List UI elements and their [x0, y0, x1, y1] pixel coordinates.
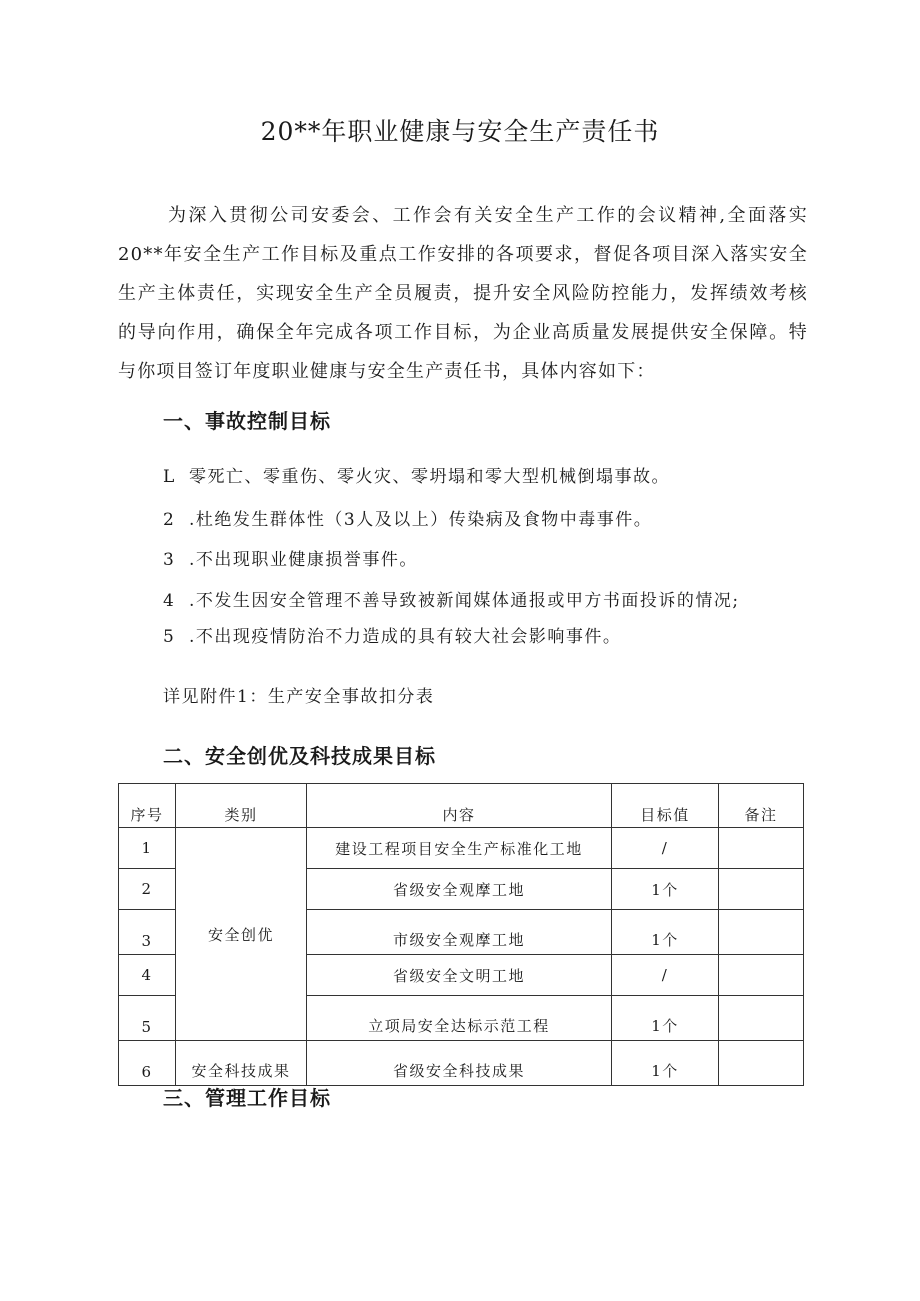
goal-item [163, 462, 670, 487]
header-serial: 序号 [119, 784, 176, 828]
header-remark: 备注 [719, 784, 804, 828]
cell-target: / [612, 828, 719, 869]
cell-category-safety: 安全创优 [176, 828, 307, 1041]
table-header-row [119, 784, 804, 828]
table-row [119, 828, 804, 869]
section-heading-management: 三、管理工作目标 [163, 1086, 331, 1110]
goal-text: .杜绝发生群体性（3人及以上）传染病及食物中毒事件。 [189, 510, 653, 530]
cell-content: 省级安全文明工地 [307, 955, 612, 996]
cell-remark [719, 955, 804, 996]
goal-item [163, 586, 740, 611]
cell-remark [719, 996, 804, 1041]
cell-content: 建设工程项目安全生产标准化工地 [307, 828, 612, 869]
cell-target: 1个 [612, 996, 719, 1041]
cell-target: 1个 [612, 910, 719, 955]
cell-content: 省级安全科技成果 [307, 1041, 612, 1086]
cell-remark [719, 828, 804, 869]
goal-number: 4 [163, 591, 176, 611]
document-title: 20**年职业健康与安全生产责任书 [260, 117, 660, 146]
intro-paragraph: 为深入贯彻公司安委会、工作会有关安全生产工作的会议精神,全面落实20**年安全生产工作目标及重点工作安排的各项要求，督促各项目深入落实安全生产主体责任，实现安全生产全员履责，提升安全风险防控能力，发挥绩效考核的导向作用，确保全年完成各项工作目标，为企业高质量发展提供安全保障。特与你项目签订年度职业健康与安全生产责任书，具体内容如下： [118, 205, 808, 382]
goal-text: .不发生因安全管理不善导致被新闻媒体通报或甲方书面投诉的情况; [189, 591, 740, 611]
cell-serial: 5 [119, 996, 176, 1041]
goal-text: 零死亡、零重伤、零火灾、零坍塌和零大型机械倒塌事故。 [189, 467, 670, 487]
goal-text: .不出现职业健康损誉事件。 [189, 550, 418, 570]
cell-target: / [612, 955, 719, 996]
header-content: 内容 [307, 784, 612, 828]
goal-number: 5 [163, 627, 176, 647]
goal-item [163, 505, 652, 530]
cell-category-tech: 安全科技成果 [176, 1041, 307, 1086]
cell-content: 立项局安全达标示范工程 [307, 996, 612, 1041]
goal-item [163, 545, 418, 570]
cell-remark [719, 869, 804, 910]
cell-target: 1个 [612, 869, 719, 910]
header-target: 目标值 [612, 784, 719, 828]
cell-serial: 2 [119, 869, 176, 910]
cell-serial: 4 [119, 955, 176, 996]
cell-remark [719, 910, 804, 955]
table-row [119, 1041, 804, 1086]
cell-serial: 3 [119, 910, 176, 955]
cell-serial: 6 [119, 1041, 176, 1086]
cell-content: 市级安全观摩工地 [307, 910, 612, 955]
section-heading-accident-control: 一、事故控制目标 [163, 409, 331, 433]
goal-item [163, 622, 621, 647]
cell-content: 省级安全观摩工地 [307, 869, 612, 910]
goal-number: L [163, 467, 176, 487]
cell-target: 1个 [612, 1041, 719, 1086]
goal-text: .不出现疫情防治不力造成的具有较大社会影响事件。 [189, 627, 622, 647]
goals-table [118, 783, 804, 1086]
appendix-note: 详见附件1：生产安全事故扣分表 [163, 687, 435, 707]
header-category: 类别 [176, 784, 307, 828]
goal-number: 3 [163, 550, 176, 570]
goal-number: 2 [163, 510, 176, 530]
cell-serial: 1 [119, 828, 176, 869]
cell-remark [719, 1041, 804, 1086]
section-heading-safety-excellence: 二、安全创优及科技成果目标 [163, 744, 436, 768]
